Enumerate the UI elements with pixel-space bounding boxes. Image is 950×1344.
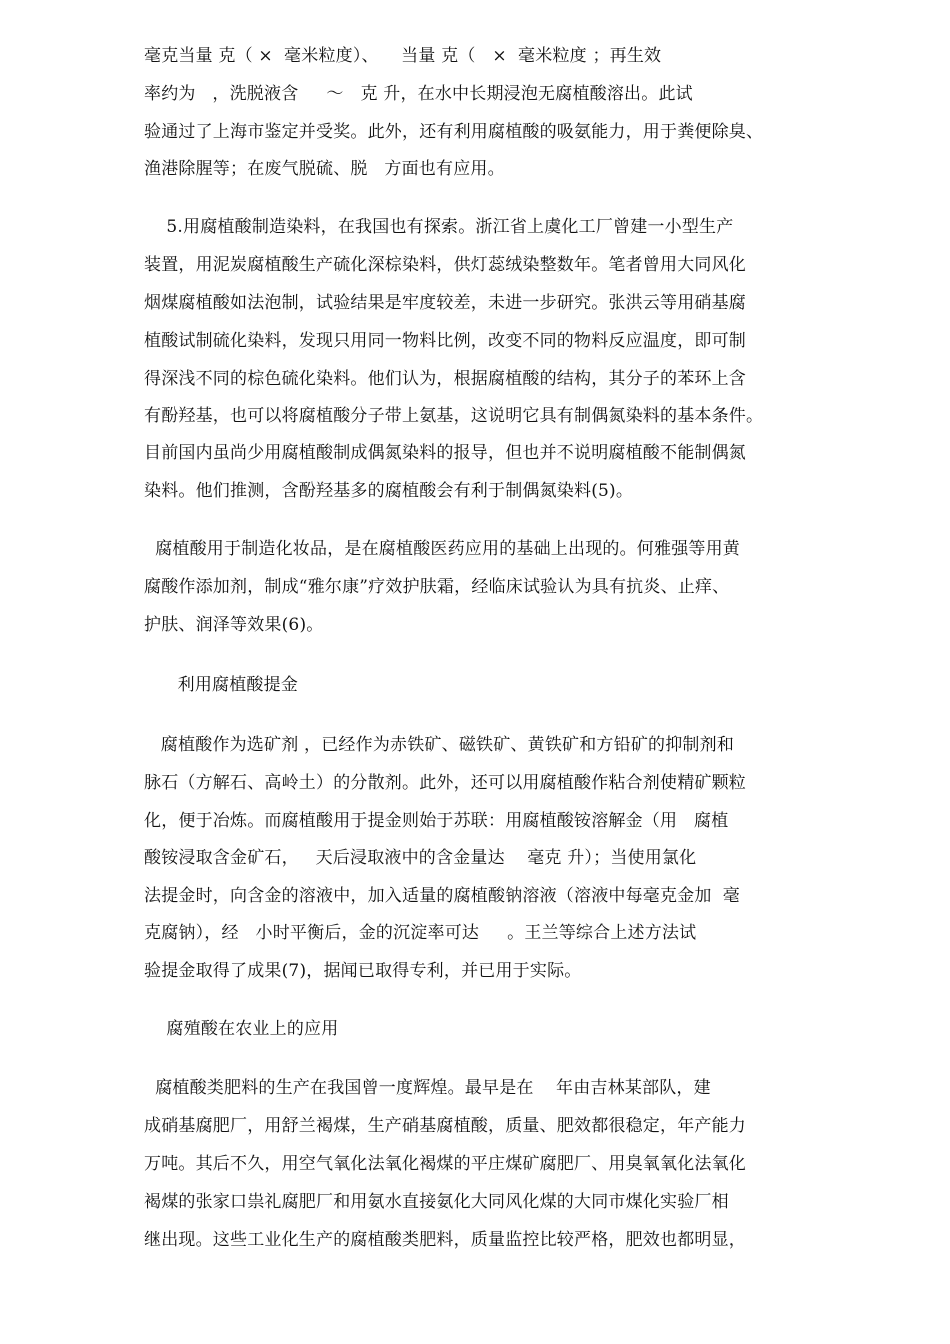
text-line: 渔港除腥等；在废气脱硫、脱 方面也有应用。: [144, 159, 505, 179]
section-heading: 利用腐植酸提金: [144, 675, 299, 695]
text-line: 万吨。其后不久，用空气氧化法氧化褐煤的平庄煤矿腐肥厂、用臭氧氧化法氧化: [144, 1154, 746, 1174]
text-line: 5.用腐植酸制造染料，在我国也有探索。浙江省上虞化工厂曾建一小型生产: [144, 217, 734, 237]
text-line: 验提金取得了成果(7)，据闻已取得专利，并已用于实际。: [144, 961, 582, 981]
text-line: 腐植酸用于制造化妆品，是在腐植酸医药应用的基础上出现的。何雅强等用黄: [144, 539, 741, 559]
text-line: 护肤、润泽等效果(6)。: [144, 615, 324, 635]
text-line: 继出现。这些工业化生产的腐植酸类肥料，质量监控比较严格，肥效也都明显，: [144, 1230, 746, 1250]
text-line: 染料。他们推测，含酚羟基多的腐植酸会有利于制偶氮染料(5)。: [144, 481, 634, 501]
text-line: 验通过了上海市鉴定并受奖。此外，还有利用腐植酸的吸氨能力，用于粪便除臭、: [144, 122, 764, 142]
text-line: 得深浅不同的棕色硫化染料。他们认为，根据腐植酸的结构，其分子的苯环上含: [144, 369, 746, 389]
text-line: 克腐钠），经 小时平衡后，金的沉淀率可达 。王兰等综合上述方法试: [144, 923, 697, 943]
text-line: 腐植酸作为选矿剂 ，已经作为赤铁矿、磁铁矿、黄铁矿和方铅矿的抑制剂和: [144, 735, 735, 755]
text-line: 率约为 ，洗脱液含 ～ 克 升，在水中长期浸泡无腐植酸溶出。此试: [144, 84, 693, 104]
text-line: 脉石（方解石、高岭土）的分散剂。此外，还可以用腐植酸作粘合剂使精矿颗粒: [144, 773, 746, 793]
text-line: 腐酸作添加剂，制成“雅尔康”疗效护肤霜，经临床试验认为具有抗炎、止痒、: [144, 577, 730, 597]
text-line: 褐煤的张家口祟礼腐肥厂和用氨水直接氨化大同风化煤的大同市煤化实验厂相: [144, 1192, 729, 1212]
section-heading: 腐殖酸在农业上的应用: [144, 1019, 339, 1039]
text-line: 毫克当量 克（ × 毫米粒度）、 当量 克（ × 毫米粒度 ；再生效: [144, 46, 662, 66]
text-line: 腐植酸类肥料的生产在我国曾一度辉煌。最早是在 年由吉林某部队，建: [144, 1078, 711, 1098]
text-line: 目前国内虽尚少用腐植酸制成偶氮染料的报导，但也并不说明腐植酸不能制偶氮: [144, 443, 746, 463]
text-line: 植酸试制硫化染料，发现只用同一物料比例，改变不同的物料反应温度，即可制: [144, 331, 746, 351]
text-line: 化，便于冶炼。而腐植酸用于提金则始于苏联：用腐植酸铵溶解金（用 腐植: [144, 811, 729, 831]
text-line: 法提金时，向含金的溶液中，加入适量的腐植酸钠溶液（溶液中每毫克金加 毫: [144, 886, 741, 906]
text-line: 烟煤腐植酸如法泡制，试验结果是牢度较差，未进一步研究。张洪云等用硝基腐: [144, 293, 746, 313]
text-line: 有酚羟基，也可以将腐植酸分子带上氨基，这说明它具有制偶氮染料的基本条件。: [144, 406, 764, 426]
text-line: 酸铵浸取含金矿石， 天后浸取液中的含金量达 毫克 升）；当使用氯化: [144, 848, 697, 868]
text-line: 成硝基腐肥厂，用舒兰褐煤，生产硝基腐植酸，质量、肥效都很稳定，年产能力: [144, 1116, 746, 1136]
text-line: 装置，用泥炭腐植酸生产硫化深棕染料，供灯蕊绒染整数年。笔者曾用大同风化: [144, 255, 746, 275]
